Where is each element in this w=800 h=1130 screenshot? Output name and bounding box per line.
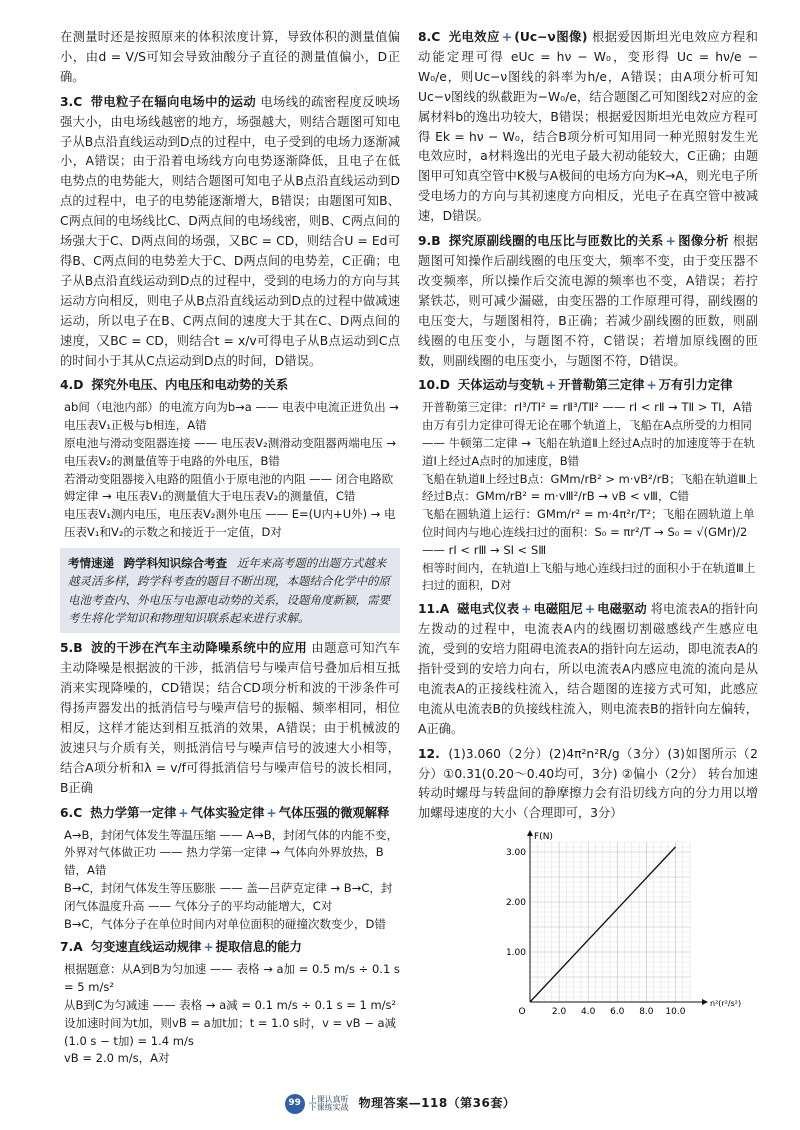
flow-step: B→C，气体分子在单位时间内对单位面积的碰撞次数变少，D错 <box>64 916 386 931</box>
knowledge-tag: 气体压强的微观解释 <box>278 805 390 820</box>
knowledge-tag: 热力学第一定律 <box>90 805 177 820</box>
knowledge-tag: 天体运动与变轨 <box>457 378 545 393</box>
answer-q5 <box>60 639 400 798</box>
left-column <box>60 28 400 1068</box>
answer-number: 12. <box>418 746 440 761</box>
y-tick-label: 3.00 <box>505 848 526 859</box>
knowledge-tag: 气体实验定律 <box>190 805 265 820</box>
y-tick-label: 1.00 <box>505 948 526 959</box>
knowledge-tag: 提取信息的能力 <box>215 940 302 955</box>
x-tick-label: 6.0 <box>610 1007 625 1018</box>
answer-number: 6.C <box>60 805 83 820</box>
q10-flow-diagram <box>418 399 758 595</box>
note-label: 考情速递 <box>68 555 114 570</box>
knowledge-tag: 波的干涉在汽车主动降噪系统中的应用 <box>90 641 308 656</box>
q6-flow-diagram <box>60 827 400 934</box>
flow-step: 原电池与滑动变阻器连接 —— 电压表V₂测滑动变阻器两端电压 → 电压表V₂的测量值等于电路的外电压，B错 <box>64 435 397 468</box>
answer-q12 <box>418 745 758 825</box>
y-tick-label: 2.00 <box>505 898 526 909</box>
answer-q3 <box>60 93 400 372</box>
flow-step: 飞船在圆轨道上运行：GMm/r² = m·4π²r/T²；飞船在圆轨道上单位时间内与地心连线扫过的面积：S₀ = πr²/T → S₀ = √(GMr)/2 —— rⅠ < rⅢ → SⅠ < SⅢ <box>422 507 755 557</box>
logo-icon: 99 <box>285 1094 305 1114</box>
answer-number: 10.D <box>418 378 450 393</box>
knowledge-tag: 探究原副线圈的电压比与匝数比的关系 <box>448 234 664 249</box>
page-number: 物理答案—118（第36套） <box>358 1096 516 1111</box>
answer-body: 将电流表A的指针向左拨动的过程中，电流表A内的线圈切割磁感线产生感应电流，受到的安培力阻碍电流表A的指针向左运动，即电流表A的指针受到的安培力向右，所以电流表A内感应电流的流向是从电流表A的正接线柱流入，结合题图的连接方式可知，此感应电流从电流表B的负接线柱流入，则电流表B的指针向左偏转，A正确。 <box>418 602 758 736</box>
flow-step: 相等时间内，在轨道Ⅰ上飞船与地心连线扫过的面积小于在轨道Ⅲ上扫过的面积，D对 <box>422 560 756 593</box>
flow-step: 根据题意：从A到B为匀加速 —— 表格 → a加 = 0.5 m/s ÷ 0.1 s = 5 m/s² <box>64 962 400 995</box>
x-tick-label: 4.0 <box>581 1007 596 1018</box>
answer-number: 5.B <box>60 641 83 656</box>
q4-flow-diagram <box>60 399 400 542</box>
knowledge-tag: 电磁驱动 <box>597 602 647 617</box>
flow-step: A→B，封闭气体发生等温压缩 —— A→B，封闭气体的内能不变，外界对气体做正功 —— 热力学第一定律 → 气体向外界放热，B错，A错 <box>64 827 399 878</box>
x-axis-arrow <box>702 999 708 1005</box>
x-tick-label: 10.0 <box>665 1007 686 1018</box>
answer-number: 11.A <box>418 602 450 617</box>
knowledge-tag: 带电粒子在辐向电场中的运动 <box>90 94 257 109</box>
flow-step: 开普勒第三定律：rⅠ³/TⅠ² = rⅡ³/TⅡ² —— rⅠ < rⅡ → TⅡ > TⅠ，A错 <box>422 400 753 415</box>
flow-step: 若滑动变阻器接入电路的阻值小于原电池的内阻 —— 闭合电路欧姆定律 → 电压表V₁的测量值大于电压表V₂的测量值，C错 <box>64 471 394 504</box>
answer-q9: 9.B 探究原副线圈的电压比与匝数比的关系 + 图像分析 根据题图可知操作后副线圈的电压变大，频率不变，由于变压器不改变频率，所以操作后交流电源的频率也不变，A错误；若拧紧铁芯，则可减少漏磁，由变压器的工作原理可得，副线圈的电压变大，与题图相符，B正确；若减少副线圈的匝数，则副线圈的电压变小，与题图不符，C错误；若增加原线圈的匝数，则副线圈的电压变小，与题图不符，D错误。 <box>418 234 758 368</box>
answer-q11: 11.A 磁电式仪表 + 电磁阻尼 + 电磁驱动 将电流表A的指针向左拨动的过程中，电流表A内的线圈切割磁感线产生感应电流，受到的安培力阻碍电流表A的指针向左运动，即电流表A的指针受到的安培力向右，所以电流表A内感应电流的流向是从电流表A的正接线柱流入，结合题图的连接方式可知，此感应电流从电流表B的负接线柱流入，则电流表B的指针向左偏转，A正确。 <box>418 602 758 736</box>
answer-number: 3.C <box>60 94 83 109</box>
knowledge-tag: 图像分析 <box>677 234 729 249</box>
flow-step: 由万有引力定律可得无论在哪个轨道上，飞船在A点所受的力相同 —— 牛顿第二定律 → 飞船在轨道Ⅱ上经过A点时的加速度等于在轨道Ⅰ上经过A点时的加速度，B错 <box>422 418 756 468</box>
answer-body: 电场线的疏密程度反映场强大小，由电场线越密的地方，场强越大，则结合题图可知电子从B点沿直线运动到D点的过程中，电子受到的电场力逐渐减小，A错误；由于沿着电场线方向电势逐渐降低，且电子在低电势点的电势能大，则结合题图可知电子从B点沿直线运动到D点的过程中，电子的电势能逐渐增大，B错误；由题图可知B、C两点间的电场线比C、D两点间的电场线密，则B、C两点间的场强大于C、D两点间的场强，又BC = CD，则结合U = Ed可得B、C两点间的电势差大于C、D两点间的电势差，C正确；电子从B点沿直线运动到D点的过程中，受到的电场力的方向与其运动方向相反，则电子从B点沿直线运动到D点的过程中做减速运动，所以电子在B、C两点间的速度大于其在C、D两点间的速度，又BC = CD，则结合t = x/v可得电子从B点运动到C点的时间小于其从C点运动到D点的时间，D错误。 <box>60 94 400 368</box>
right-column <box>418 28 758 1068</box>
answer-q8: 8.C 光电效应 + (Uc−ν图像) 根据爱因斯坦光电效应方程和动能定理可得 eUc = hν − W₀，变形得 Uc = hν/e − W₀/e，则Uc−ν图线的斜率为h/e，A错误；由A项分析可知Uc−ν图线的纵截距为−W₀/e，结合题图乙可知图线2对应的金属材料b的逸出功较大，B错误；根据爱因斯坦光电效应方程可得 Ek = hν − W₀，结合B项分析可知用同一种光照射发生光电效应时，a材料逸出的光电子最大初动能较大，C正确；由题图甲可知真空管中K极与A极间的电场方向为K→A，则光电子所受电场力的方向与其初速度方向相反，光电子在真空管中被减速，D错误。 <box>418 30 758 224</box>
flow-step: 电压表V₁测内电压，电压表V₂测外电压 —— E=(U内+U外) → 电压表V₁和V₂的示数之和接近于一定值，D对 <box>64 507 396 539</box>
answer-q7: 7.A 匀变速直线运动规律 + 提取信息的能力 <box>60 940 302 955</box>
flow-step: 设加速时间为t加，则vB = a加t加；t = 1.0 s时，v = vB − a减(1.0 s − t加) = 1.4 m/s <box>64 1015 397 1048</box>
knowledge-tag: 电磁阻尼 <box>533 602 583 617</box>
answer-q6: 6.C 热力学第一定律 + 气体实验定律 + 气体压强的微观解释 <box>60 805 390 820</box>
publisher-logo <box>285 1094 349 1114</box>
answer-body: 由题意可知汽车主动降噪是根据波的干涉，抵消信号与噪声信号叠加后相互抵消来实现降噪的，CD错误；结合CD项分析和波的干涉条件可得扬声器发出的抵消信号与噪声信号的振幅、频率相同，相位相反，这样才能达到相互抵消的效果，A错误；由于机械波的波速只与介质有关，则抵消信号与噪声信号的波速大小相等，结合A项分析和λ = v/f可得抵消信号与噪声信号的波长相同，B正确 <box>60 641 400 795</box>
answer-number: 7.A <box>60 940 83 955</box>
logo-line: 下课练实战 <box>308 1103 349 1112</box>
exam-trend-note <box>60 548 400 634</box>
q2-tail-text: 在测量时还是按照原来的体积浓度计算，导致体积的测量值偏小，由d = V/S可知会导致油酸分子直径的测量值偏小，D正确。 <box>60 30 400 84</box>
x-axis-label: n²(r²/s²) <box>710 999 742 1009</box>
answer-number: 9.B <box>418 234 441 249</box>
force-vs-n-squared-graph <box>492 830 758 1037</box>
flow-step: B→C，封闭气体发生等压膨胀 —— 盖—吕萨克定律 → B→C，封闭气体温度升高 —— 气体分子的平均动能增大，C对 <box>64 880 393 913</box>
note-body: 近年来高考题的出题方式越来越灵活多样，跨学科考查的题目不断出现，本题结合化学中的原电池考查内、外电压与电源电动势的关系，设题角度新颖，需要考生将化学知识和物理知识联系起来进行求解。 <box>68 555 390 625</box>
knowledge-tag: 万有引力定律 <box>658 378 733 393</box>
knowledge-tag: 匀变速直线运动规律 <box>90 940 202 955</box>
answer-body: 根据题图可知操作后副线圈的电压变大，频率不变，由于变压器不改变频率，所以操作后交流电源的频率也不变，A错误；若拧紧铁芯，则可减少漏磁，由变压器的工作原理可得，副线圈的电压变大，与题图相符，B正确；若减少副线圈的匝数，则副线圈的电压变小，与题图不符，C错误；若增加原线圈的匝数，则副线圈的电压变小，与题图不符，D错误。 <box>418 234 758 368</box>
flow-step: 飞船在轨道Ⅱ上经过B点：GMm/rB² > m·vB²/rB；飞船在轨道Ⅲ上经过B点：GMm/rB² = m·vⅢ²/rB → vB < vⅢ，C错 <box>422 471 758 504</box>
answer-q4 <box>60 376 400 396</box>
graph-svg <box>492 830 742 1030</box>
note-title: 跨学科知识综合考查 <box>123 555 228 570</box>
answer-q10: 10.D 天体运动与变轨 + 开普勒第三定律 + 万有引力定律 <box>418 378 733 393</box>
y-axis-arrow <box>527 830 533 836</box>
flow-step: vB = 2.0 m/s，A对 <box>64 1051 170 1066</box>
knowledge-tag: (Uc−ν图像) <box>514 30 588 44</box>
q7-flow-diagram <box>60 961 400 1068</box>
knowledge-tag: 开普勒第三定律 <box>558 378 645 393</box>
logo-line: 上课认真听 <box>308 1094 349 1104</box>
answer-body: (1)3.060（2分）(2)4π²n²R/g（3分）(3)如图所示（2分）①0.31(0.20～0.40均可，3分) ②偏小（2分） 转台加速转动时螺母与转盘间的静摩擦力会有沿切线方向的分力用以增加螺母速度的大小（合理即可，3分） <box>418 746 758 821</box>
page-footer <box>0 1094 800 1114</box>
x-tick-label: 8.0 <box>639 1007 654 1018</box>
x-tick-label: 2.0 <box>551 1007 567 1018</box>
origin-label: O <box>518 1007 526 1018</box>
answer-body: 根据爱因斯坦光电效应方程和动能定理可得 eUc = hν − W₀，变形得 Uc = hν/e − W₀/e，则Uc−ν图线的斜率为h/e，A错误；由A项分析可知Uc−ν图线的纵截距为−W₀/e，结合题图乙可知图线2对应的金属材料b的逸出功较大，B错误；根据爱因斯坦光电效应方程可得 Ek = hν − W₀，结合B项分析可知用同一种光照射发生光电效应时，a材料逸出的光电子最大初动能较大，C正确；由题图甲可知真空管中K极与A极间的电场方向为K→A，则光电子所受电场力的方向与其初速度方向相反，光电子在真空管中被减速，D错误。 <box>418 30 758 224</box>
knowledge-tag: 探究外电压、内电压和电动势的关系 <box>91 378 289 393</box>
answer-number: 8.C <box>418 30 441 44</box>
flow-step: 从B到C为匀减速 —— 表格 → a减 = 0.1 m/s ÷ 0.1 s = 1 m/s² <box>64 997 397 1012</box>
y-axis-label: F(N) <box>534 832 553 843</box>
knowledge-tag: 磁电式仪表 <box>457 602 520 617</box>
flow-step: ab间（电池内部）的电流方向为b→a —— 电表中电流正进负出 → 电压表V₁正极与b相连，A错 <box>64 400 399 433</box>
knowledge-tag: 光电效应 <box>448 30 500 44</box>
answer-number: 4.D <box>60 378 84 393</box>
